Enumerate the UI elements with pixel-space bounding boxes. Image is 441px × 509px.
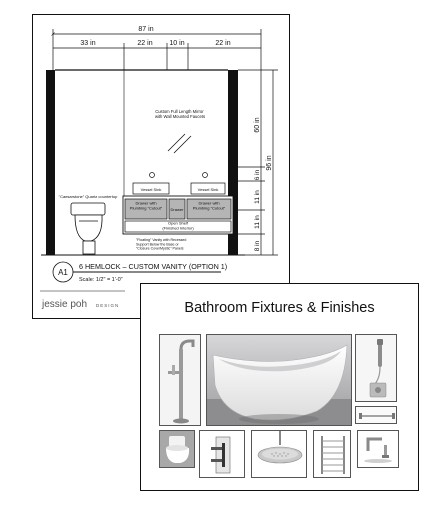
towel-warmer-icon <box>314 431 351 478</box>
rain-shower-photo <box>251 430 307 478</box>
towel-warmer-photo <box>313 430 351 478</box>
brand-name: jessie poh <box>42 299 88 310</box>
drawer-left-label-line: Plumbing "Cutout" <box>129 205 163 211</box>
drawing-scale: Scale: 1/2" = 1'-0" <box>79 277 123 283</box>
dim-96: 96 in <box>266 155 273 171</box>
elevation-drawing <box>33 15 291 320</box>
drawing-tag: A1 <box>58 268 68 277</box>
fixtures-title: Bathroom Fixtures & Finishes <box>184 300 375 316</box>
vessel-sink-right-label: Vessel Sink <box>197 187 219 192</box>
elevation-sheet <box>32 14 290 319</box>
wall-faucet-photo <box>357 430 399 468</box>
dim-8: 8 in <box>254 240 261 252</box>
drawer-right-label-line: Drawer with <box>198 200 220 206</box>
towel-bar-icon <box>356 407 397 424</box>
drawer-left-label-line: Drawer with <box>135 200 157 206</box>
floating-note-text-line: "Closure Cove/Mystic" Panels <box>136 246 184 251</box>
mirror-note-text-line: with Wall Mounted Faucets <box>154 114 206 120</box>
bathtub-icon <box>207 335 352 426</box>
mirror-note-text: Custom Full Length Mirror <box>155 109 204 114</box>
shelf-label-line: Open Shelf <box>167 220 189 226</box>
drawer-right-label-line: Plumbing "Cutout" <box>192 205 226 211</box>
drawing-title: 6 HEMLOCK – CUSTOM VANITY (OPTION 1) <box>79 262 228 271</box>
dim-right: 22 in <box>215 40 231 47</box>
dim-middle: 10 in <box>169 40 185 47</box>
dim-11b: 11 in <box>254 215 261 229</box>
faucet-left-icon <box>150 173 155 178</box>
dim-60: 60 in <box>254 117 261 133</box>
mirror-note <box>155 109 205 119</box>
wall-faucet-icon <box>358 431 399 468</box>
dim-6: 6 in <box>254 169 261 181</box>
top-dimensions <box>53 29 261 70</box>
shower-valve-icon <box>200 431 245 478</box>
drawer-center-label: Drawer <box>170 207 184 212</box>
toilet-photo <box>159 430 195 468</box>
dim-11a: 11 in <box>254 190 261 204</box>
shower-valve-photo <box>199 430 245 478</box>
shelf-label-line: (Finished Interior) <box>162 225 194 231</box>
toilet-icon <box>160 431 195 468</box>
tub-filler-photo <box>159 334 201 426</box>
dim-overall: 87 in <box>138 26 154 33</box>
rain-shower-icon <box>252 431 307 478</box>
freestanding-tub-photo <box>206 334 352 426</box>
fixtures-card <box>140 283 419 491</box>
floating-note-text: "Floating" Vanity with Recessed <box>136 238 187 242</box>
left-wall <box>46 70 55 255</box>
floating-note-text-line: Support Below the Base or <box>136 242 179 247</box>
hand-shower-photo <box>355 334 397 402</box>
towel-bar-photo <box>355 406 397 424</box>
mirror <box>155 109 205 153</box>
vessel-sink-left-label: Vessel Sink <box>140 187 162 192</box>
countertop-note: "Caesarstone" Quartz countertop <box>58 194 118 199</box>
dim-center: 22 in <box>137 40 153 47</box>
dim-left: 33 in <box>80 40 96 47</box>
hand-shower-icon <box>356 335 397 402</box>
faucet-right-icon <box>203 173 208 178</box>
toilet <box>71 203 105 254</box>
brand-suffix: DESIGN <box>96 303 120 308</box>
tub-filler-icon <box>160 335 201 426</box>
floating-vanity-note <box>136 238 187 251</box>
